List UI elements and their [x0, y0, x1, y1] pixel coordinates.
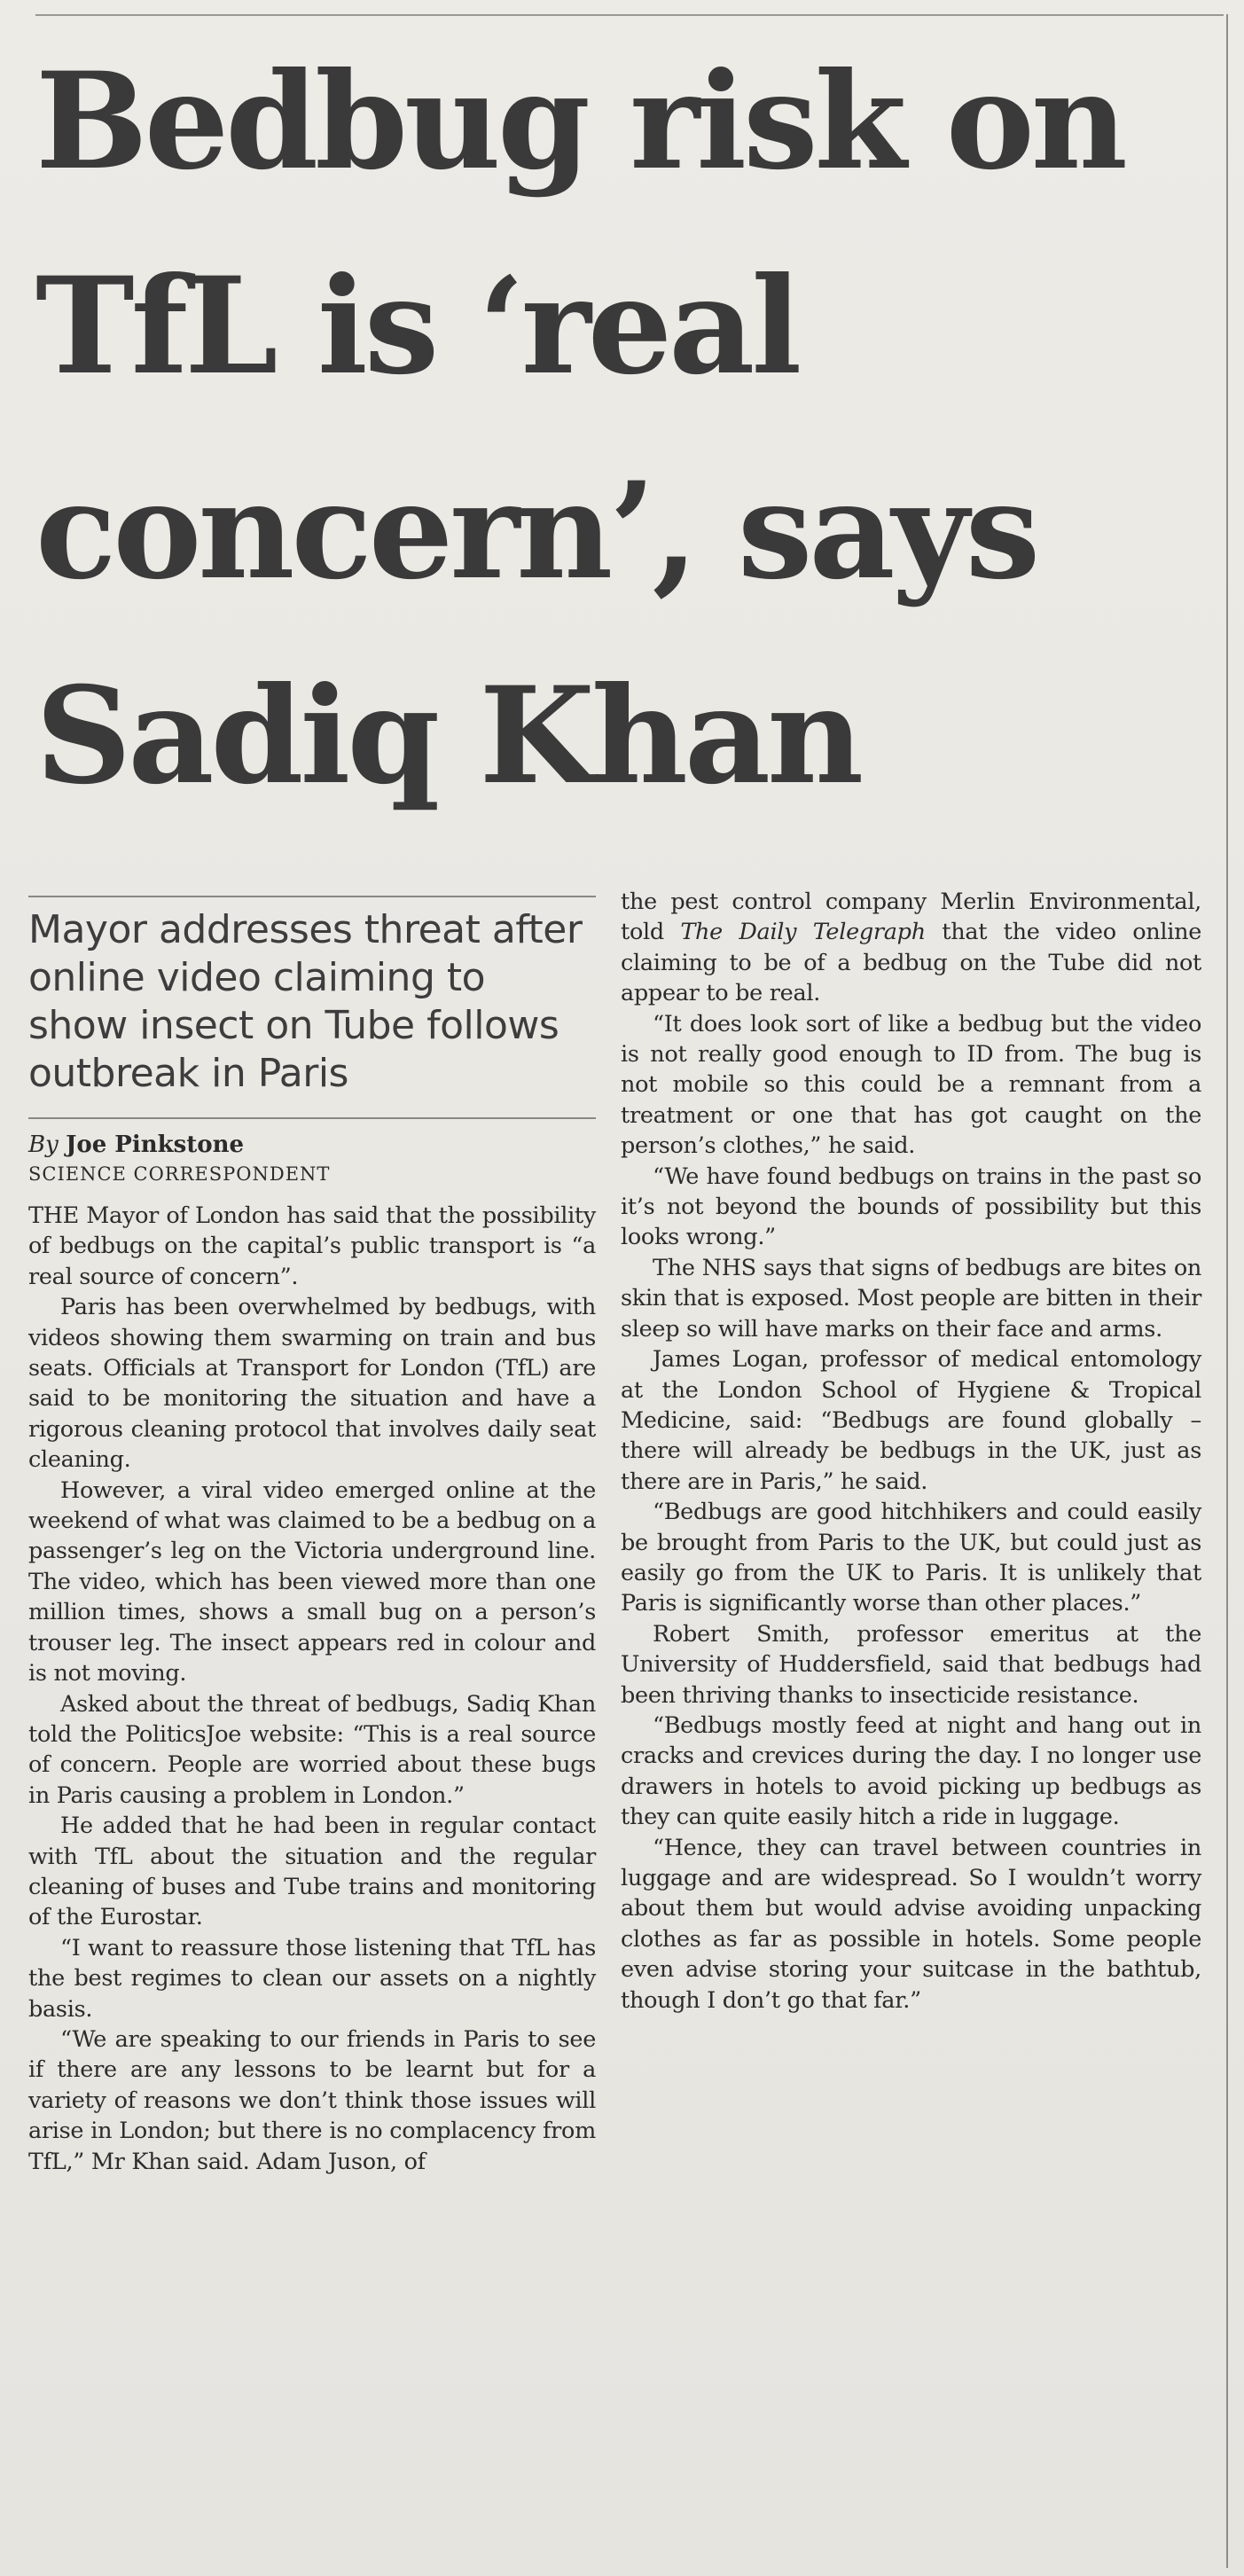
body-paragraph: “Hence, they can travel between countries in luggage and are widespread. So I wouldn’t worry about them but would advise avoiding unpacking clothes as far as possible in hotels. Some people even advise storing your suitcase in the bathtub, though I don’t go that far.”	[621, 1834, 1201, 2014]
body-paragraph: Robert Smith, professor emeritus at the University of Huddersfield, said that bedbugs had been thriving thanks to insecticide resistance.	[621, 1620, 1201, 1709]
standfirst-bottom-rule	[28, 1117, 596, 1119]
body-paragraph: “It does look sort of like a bedbug but the video is not really good enough to ID from. The bug is not mobile so this could be a remnant from a treatment or one that has got caught on the person’s clothes,” he said.	[621, 1010, 1201, 1160]
byline-author: Joe Pinkstone	[66, 1131, 245, 1158]
top-rule	[35, 14, 1224, 16]
column-divider-rule	[1226, 14, 1228, 2568]
byline-prefix: By	[28, 1131, 59, 1158]
body-paragraph: “We have found bedbugs on trains in the past so it’s not beyond the bounds of possibility but this looks wrong.”	[621, 1163, 1201, 1251]
body-paragraph: “I want to reassure those listening that TfL has the best regimes to clean our assets on a nightly basis.	[28, 1934, 596, 2023]
body-paragraph: Paris has been overwhelmed by bedbugs, with videos showing them swarming on train and bus seats. Officials at Transport for London (TfL) are said to be monitoring the situation and have a rigorous cleaning protocol that involves daily seat cleaning.	[28, 1294, 596, 1474]
publication-name: The Daily Telegraph	[680, 919, 926, 946]
standfirst: Mayor addresses threat after online video claiming to show insect on Tube follows outbreak in Paris	[28, 907, 583, 1096]
body-paragraph: He added that he had been in regular contact with TfL about the situation and the regular cleaning of buses and Tube trains and monitoring of the Eurostar.	[28, 1813, 596, 1931]
left-column	[28, 896, 596, 2177]
body-paragraph: “We are speaking to our friends in Paris to see if there are any lessons to be learnt but for a variety of reasons we don’t think those issues will arise in London; but there is no complacency from TfL,” Mr Khan said. Adam Juson, of	[28, 2025, 596, 2175]
right-column	[621, 887, 1201, 2016]
continuation-text-end: that the video online claiming to be of a bedbug on the Tube did not appear to be real.	[621, 919, 1201, 1007]
body-paragraph: “Bedbugs mostly feed at night and hang out in cracks and crevices during the day. I no longer use drawers in hotels to avoid picking up bedbugs as they can quite easily hitch a ride in luggage.	[621, 1711, 1201, 1831]
byline	[28, 1130, 596, 1160]
standfirst-top-rule	[28, 896, 596, 897]
byline-role: SCIENCE CORRESPONDENT	[28, 1163, 331, 1185]
body-paragraph: “Bedbugs are good hitchhikers and could easily be brought from Paris to the UK, but could just as easily go from the UK to Paris. It is unlikely that Paris is significantly worse than other places.”	[621, 1499, 1201, 1617]
body-paragraph: Asked about the threat of bedbugs, Sadiq Khan told the PoliticsJoe website: “This is a real source of concern. People are worried about these bugs in Paris causing a problem in London.”	[28, 1690, 596, 1809]
continuation-paragraph	[621, 887, 1201, 1009]
continuation-text: the pest control company Merlin Environmental, told	[621, 889, 1201, 946]
body-paragraph: However, a viral video emerged online at the weekend of what was claimed to be a bedbug on a passenger’s leg on the Victoria underground line. The video, which has been viewed more than one million times, shows a small bug on a person’s trouser leg. The insect appears red in colour and is not moving.	[28, 1476, 596, 1687]
body-paragraph: The NHS says that signs of bedbugs are bites on skin that is exposed. Most people are bitten in their sleep so will have marks on their face and arms.	[621, 1254, 1201, 1343]
body-paragraph: THE Mayor of London has said that the possibility of bedbugs on the capital’s public transport is “a real source of concern”.	[28, 1202, 596, 1290]
body-paragraph: James Logan, professor of medical entomology at the London School of Hygiene & Tropical Medicine, said: “Bedbugs are found globally – there will already be bedbugs in the UK, just as there are in Paris,” he said.	[621, 1346, 1201, 1495]
headline: Bedbug risk on TfL is ‘real concern’, says Sadiq Khan	[35, 43, 1124, 814]
